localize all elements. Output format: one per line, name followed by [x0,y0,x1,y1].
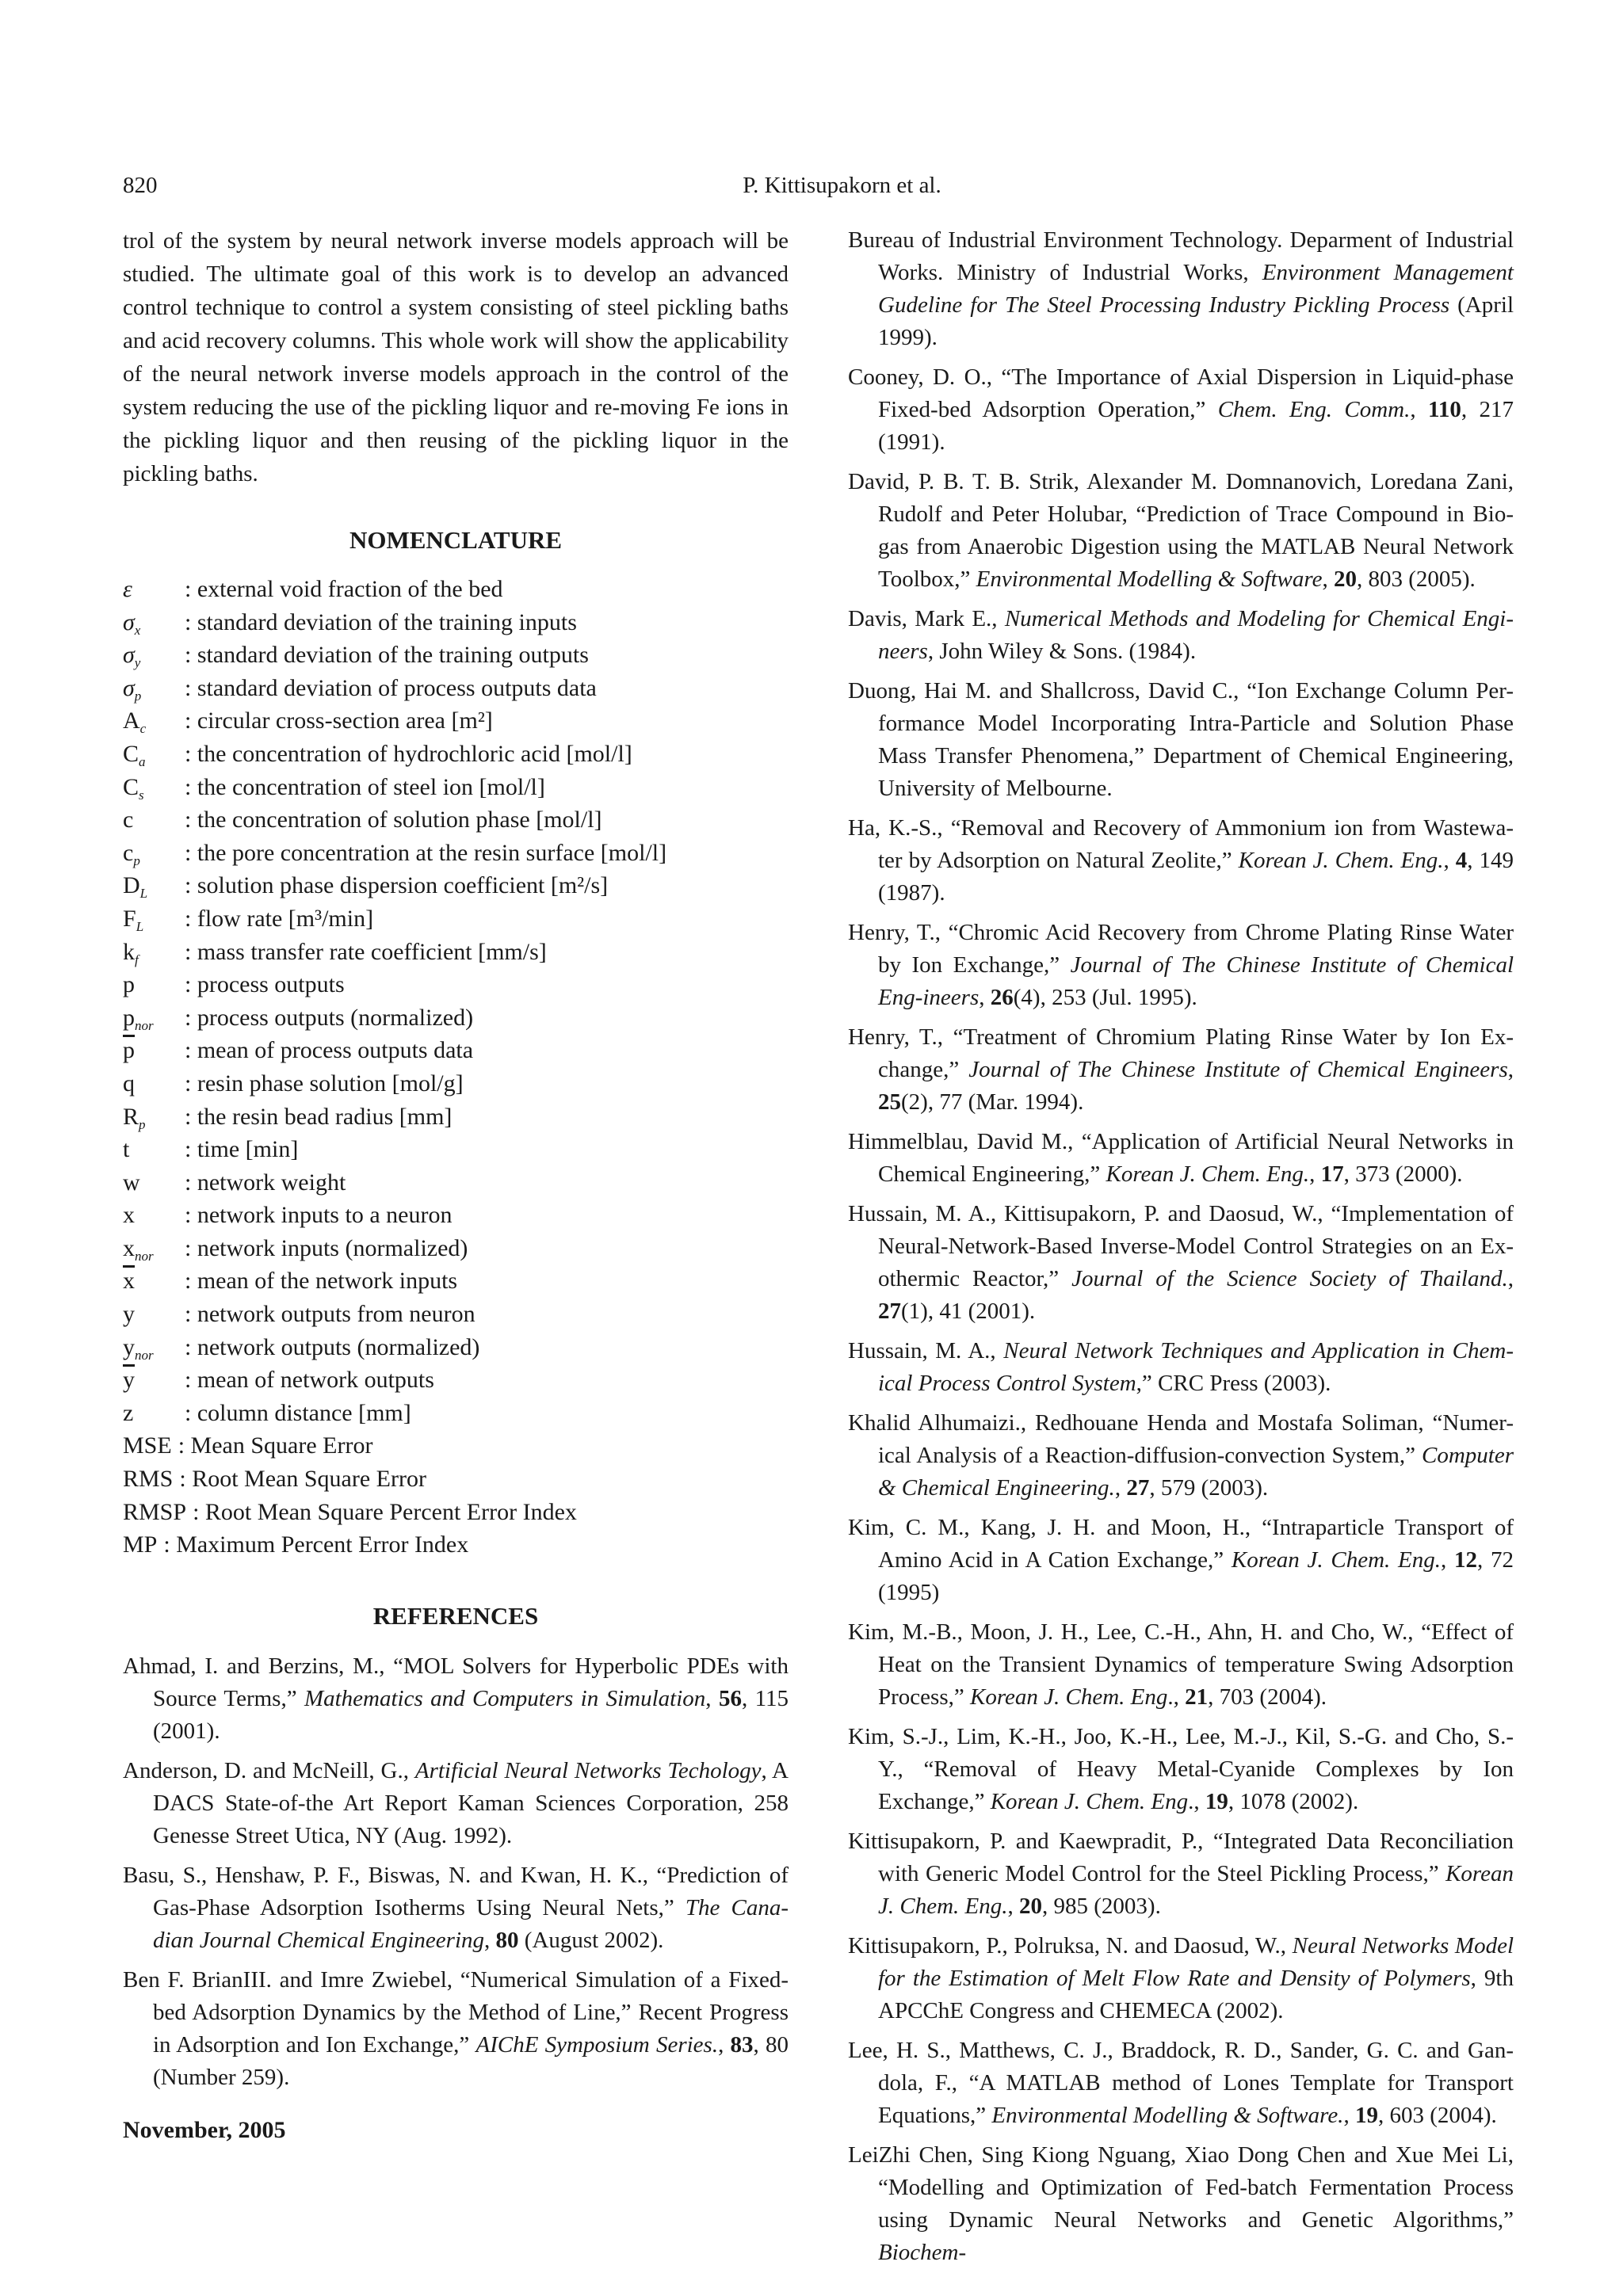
reference-entry: Himmelblau, David M., “Application of Artificial Neural Networks in Chemical Engineering,” Korean J. Chem. Eng., 17, 373 (2000). [848,1129,1514,1187]
nomenclature-definition: : the concentration of steel ion [mol/l] [185,773,545,800]
nomenclature-entry [123,837,789,870]
nomenclature-definition: : mean of the network inputs [185,1268,458,1295]
footer-date: November, 2005 [123,2117,286,2143]
page-header [123,173,1514,204]
left-column [123,224,789,2101]
nomenclature-entry [123,639,789,672]
reference-entry: LeiZhi Chen, Sing Kiong Nguang, Xiao Dong Chen and Xue Mei Li, “Modelling and Optimization of Fed-batch Fermentation Process using Dynamic Neural Networks and Genetic Algorithms,” Biochem- [848,2142,1514,2265]
nomenclature-definition: : the concentration of hydrochloric acid [mol/l] [185,740,632,767]
nomenclature-definition: : mean of process outputs data [185,1037,474,1064]
nomenclature-entry [123,1133,789,1166]
page-number: 820 [123,173,158,198]
reference-entry: Cooney, D. O., “The Importance of Axial Dispersion in Liquid-phase Fixed-bed Adsorption Operation,” Chem. Eng. Comm., 110, 217 (1991). [848,364,1514,455]
reference-entry: Kim, M.-B., Moon, J. H., Lee, C.-H., Ahn, H. and Cho, W., “Effect of Heat on the Transient Dynamics of temperature Swing Adsorption Process,” Korean J. Chem. Eng., 21, 703 (2004). [848,1619,1514,1710]
abbreviation: RMS [123,1466,174,1493]
nomenclature-entry [123,1199,789,1232]
nomenclature-symbol: x [123,1202,135,1229]
nomenclature-entry [123,869,789,902]
abbreviation: RMSP [123,1498,187,1525]
nomenclature-symbol: $A_c$ [123,707,147,737]
nomenclature-definition: : network inputs to a neuron [185,1202,453,1229]
abbreviation: MSE [123,1432,172,1459]
abbreviation: MP [123,1531,158,1558]
nomenclature-symbol: $p_{nor}$ [123,1004,154,1033]
nomenclature-definition: : the pore concentration at the resin surface [mol/l] [185,839,667,866]
nomenclature-definition: : standard deviation of the training outputs [185,642,589,669]
nomenclature-definition: : the resin bead radius [mm] [185,1103,453,1130]
nomenclature-entry [123,1001,789,1035]
nomenclature-entry [123,936,789,969]
nomenclature-symbol: $k_f$ [123,938,139,967]
reference-entry: Ahmad, I. and Berzins, M., “MOL Solvers for Hyperbolic PDEs with Source Terms,” Mathematics and Computers in Simulation, 56, 115 (2001). [123,1653,789,1744]
nomenclature-entry [123,1363,789,1397]
reference-entry: Kim, C. M., Kang, J. H. and Moon, H., “Intraparticle Transport of Amino Acid in A Cation Exchange,” Korean J. Chem. Eng., 12, 72 (1995) [848,1515,1514,1605]
reference-entry: Basu, S., Henshaw, P. F., Biswas, N. and Kwan, H. K., “Prediction of Gas-Phase Adsorption Isotherms Using Neural Nets,” The Cana-dian Journal Chemical Engineering, 80 (August 2002). [123,1862,789,1953]
abbreviation-entry [123,1496,789,1529]
intro-paragraph: trol of the system by neural network inverse models approach will be studied. The ultimate goal of this work is to develop an advanced control technique to control a system consisting of steel pickling baths and acid recovery columns. This whole work will show the applicability of the neural network inverse models approach in the control of the system reducing the use of the pickling liquor and re-moving Fe ions in the pickling liquor and then reusing of the pickling liquor in the pickling baths. [123,228,789,486]
reference-entry: Bureau of Industrial Environment Technology. Deparment of Industrial Works. Ministry of Industrial Works, Environment Management Gudeline for The Steel Processing Industry Pickling Process (April 1999). [848,227,1514,350]
reference-entry: Henry, T., “Chromic Acid Recovery from Chrome Plating Rinse Water by Ion Exchange,” Journal of The Chinese Institute of Chemical Eng-ineers, 26(4), 253 (Jul. 1995). [848,920,1514,1010]
nomenclature-definition: : network outputs from neuron [185,1301,475,1328]
nomenclature-entry [123,968,789,1001]
nomenclature-entry [123,1034,789,1067]
nomenclature-symbol: $C_a$ [123,740,146,769]
reference-entry: Lee, H. S., Matthews, C. J., Braddock, R. D., Sander, G. C. and Gan-dola, F., “A MATLAB method of Lones Template for Transport Equations,” Environmental Modelling & Software., 19, 603 (2004). [848,2038,1514,2128]
nomenclature-symbol: y [123,1301,135,1328]
reference-entry: Hussain, M. A., Neural Network Techniques and Application in Chem-ical Process Control System,” CRC Press (2003). [848,1338,1514,1396]
reference-entry: Kittisupakorn, P., Polruksa, N. and Daosud, W., Neural Networks Model for the Estimation of Melt Flow Rate and Density of Polymers, 9th APCChE Congress and CHEMECA (2002). [848,1933,1514,2023]
nomenclature-symbol: $\overline{y}$ [123,1367,135,1394]
nomenclature-symbol: $\sigma_x$ [123,608,141,638]
references-list-right [848,224,1514,2269]
reference-entry: Davis, Mark E., Numerical Methods and Modeling for Chemical Engi-neers, John Wiley & Sons. (1984). [848,606,1514,664]
nomenclature-symbol: $x_{nor}$ [123,1234,154,1264]
right-column [848,224,1514,2276]
nomenclature-entry [123,1264,789,1298]
nomenclature-definition: : process outputs [185,971,345,998]
nomenclature-definition: : the concentration of solution phase [mol/l] [185,807,602,833]
nomenclature-symbol: $C_s$ [123,773,144,803]
nomenclature-entry [123,1397,789,1430]
nomenclature-definition: : circular cross-section area [m²] [185,707,493,734]
nomenclature-symbol: $\sigma_p$ [123,674,142,704]
nomenclature-symbol: ε [123,576,132,602]
reference-entry: Duong, Hai M. and Shallcross, David C., “Ion Exchange Column Per-formance Model Incorporating Intra-Particle and Solution Phase Mass Transfer Phenomena,” Department of Chemical Engineering, University of Melbourne. [848,678,1514,801]
nomenclature-definition: : time [min] [185,1136,299,1163]
abbreviation-entry [123,1429,789,1463]
nomenclature-symbol: w [123,1169,140,1196]
nomenclature-definition: : external void fraction of the bed [185,576,503,602]
references-heading: REFERENCES [372,1601,539,1630]
nomenclature-entry [123,771,789,804]
nomenclature-definition: : mean of network outputs [185,1367,434,1394]
nomenclature-definition: : network inputs (normalized) [185,1234,468,1261]
nomenclature-symbol: $y_{nor}$ [123,1333,154,1363]
abbreviation-entry [123,1528,789,1562]
nomenclature-definition: : column distance [mm] [185,1399,411,1426]
nomenclature-symbol: c [123,807,134,833]
nomenclature-definition: : flow rate [m³/min] [185,905,374,932]
abbreviation-definition: : Root Mean Square Percent Error Index [193,1498,577,1525]
reference-entry: Khalid Alhumaizi., Redhouane Henda and Mostafa Soliman, “Numer-ical Analysis of a Reaction-diffusion-convection System,” Computer & Chemical Engineering., 27, 579 (2003). [848,1410,1514,1501]
reference-entry: Hussain, M. A., Kittisupakorn, P. and Daosud, W., “Implementation of Neural-Network-Based Inverse-Model Control Strategies on an Ex-othermic Reactor,” Journal of the Science Society of Thailand., 27(1), 41 (2001). [848,1201,1514,1324]
nomenclature-heading: NOMENCLATURE [349,526,563,554]
nomenclature-definition: : standard deviation of the training inputs [185,608,577,635]
nomenclature-symbol: $F_L$ [123,905,144,934]
nomenclature-symbol: q [123,1070,135,1097]
nomenclature-entry [123,902,789,936]
nomenclature-definition: : network outputs (normalized) [185,1333,480,1360]
reference-entry: Henry, T., “Treatment of Chromium Plating Rinse Water by Ion Ex-change,” Journal of The Chinese Institute of Chemical Engineers, 25(2), 77 (Mar. 1994). [848,1024,1514,1115]
nomenclature-definition: : solution phase dispersion coefficient [m²/s] [185,872,609,899]
references-list-left [123,1650,789,2094]
running-head-authors: P. Kittisupakorn et al. [743,173,941,198]
reference-entry: Ben F. BrianIII. and Imre Zwiebel, “Numerical Simulation of a Fixed-bed Adsorption Dynamics by the Method of Line,” Recent Progress in Adsorption and Ion Exchange,” AIChE Symposium Series., 83, 80 (Number 259). [123,1966,789,2090]
abbreviation-definition: : Maximum Percent Error Index [163,1531,469,1558]
nomenclature-symbol: $\overline{x}$ [123,1268,135,1295]
nomenclature-entry [123,1067,789,1100]
nomenclature-symbol: $R_p$ [123,1103,146,1132]
nomenclature-symbol: p [123,971,135,998]
nomenclature-entry [123,606,789,639]
nomenclature-definition: : mass transfer rate coefficient [mm/s] [185,938,547,965]
nomenclature-symbol: $\sigma_y$ [123,642,141,671]
abbreviation-definition: : Root Mean Square Error [179,1466,426,1493]
nomenclature-symbol: $c_p$ [123,839,140,868]
reference-entry: Ha, K.-S., “Removal and Recovery of Ammonium ion from Wastewa-ter by Adsorption on Natural Zeolite,” Korean J. Chem. Eng., 4, 149 (1987). [848,815,1514,906]
nomenclature-list [123,573,789,1562]
nomenclature-entry [123,1166,789,1199]
nomenclature-definition: : process outputs (normalized) [185,1004,474,1031]
nomenclature-symbol: t [123,1136,130,1163]
nomenclature-entry [123,1232,789,1265]
nomenclature-definition: : resin phase solution [mol/g] [185,1070,464,1097]
nomenclature-definition: : network weight [185,1169,346,1196]
reference-entry: Anderson, D. and McNeill, G., Artificial Neural Networks Techology, A DACS State-of-the Art Report Kaman Sciences Corporation, 258 Genesse Street Utica, NY (Aug. 1992). [123,1757,789,1848]
nomenclature-entry [123,1100,789,1134]
reference-entry: David, P. B. T. B. Strik, Alexander M. Domnanovich, Loredana Zani, Rudolf and Peter Holubar, “Prediction of Trace Compound in Bio-gas from Anaerobic Digestion using the MATLAB Neural Network Toolbox,” Environmental Modelling & Software, 20, 803 (2005). [848,469,1514,592]
nomenclature-entry [123,672,789,705]
nomenclature-symbol: $D_L$ [123,872,148,902]
reference-entry: Kittisupakorn, P. and Kaewpradit, P., “Integrated Data Reconciliation with Generic Model Control for the Steel Pickling Process,” Korean J. Chem. Eng., 20, 985 (2003). [848,1829,1514,1919]
nomenclature-entry [123,704,789,738]
nomenclature-entry [123,738,789,771]
nomenclature-entry [123,1331,789,1364]
reference-entry: Kim, S.-J., Lim, K.-H., Joo, K.-H., Lee, M.-J., Kil, S.-G. and Cho, S.-Y., “Removal of Heavy Metal-Cyanide Complexes by Ion Exchange,” Korean J. Chem. Eng., 19, 1078 (2002). [848,1724,1514,1814]
abbreviation-entry [123,1463,789,1496]
nomenclature-entry [123,573,789,606]
abbreviation-definition: : Mean Square Error [178,1432,373,1459]
nomenclature-entry [123,1298,789,1331]
nomenclature-entry [123,803,789,837]
nomenclature-symbol: $\overline{p}$ [123,1037,135,1064]
nomenclature-symbol: z [123,1399,134,1426]
nomenclature-definition: : standard deviation of process outputs data [185,674,597,701]
